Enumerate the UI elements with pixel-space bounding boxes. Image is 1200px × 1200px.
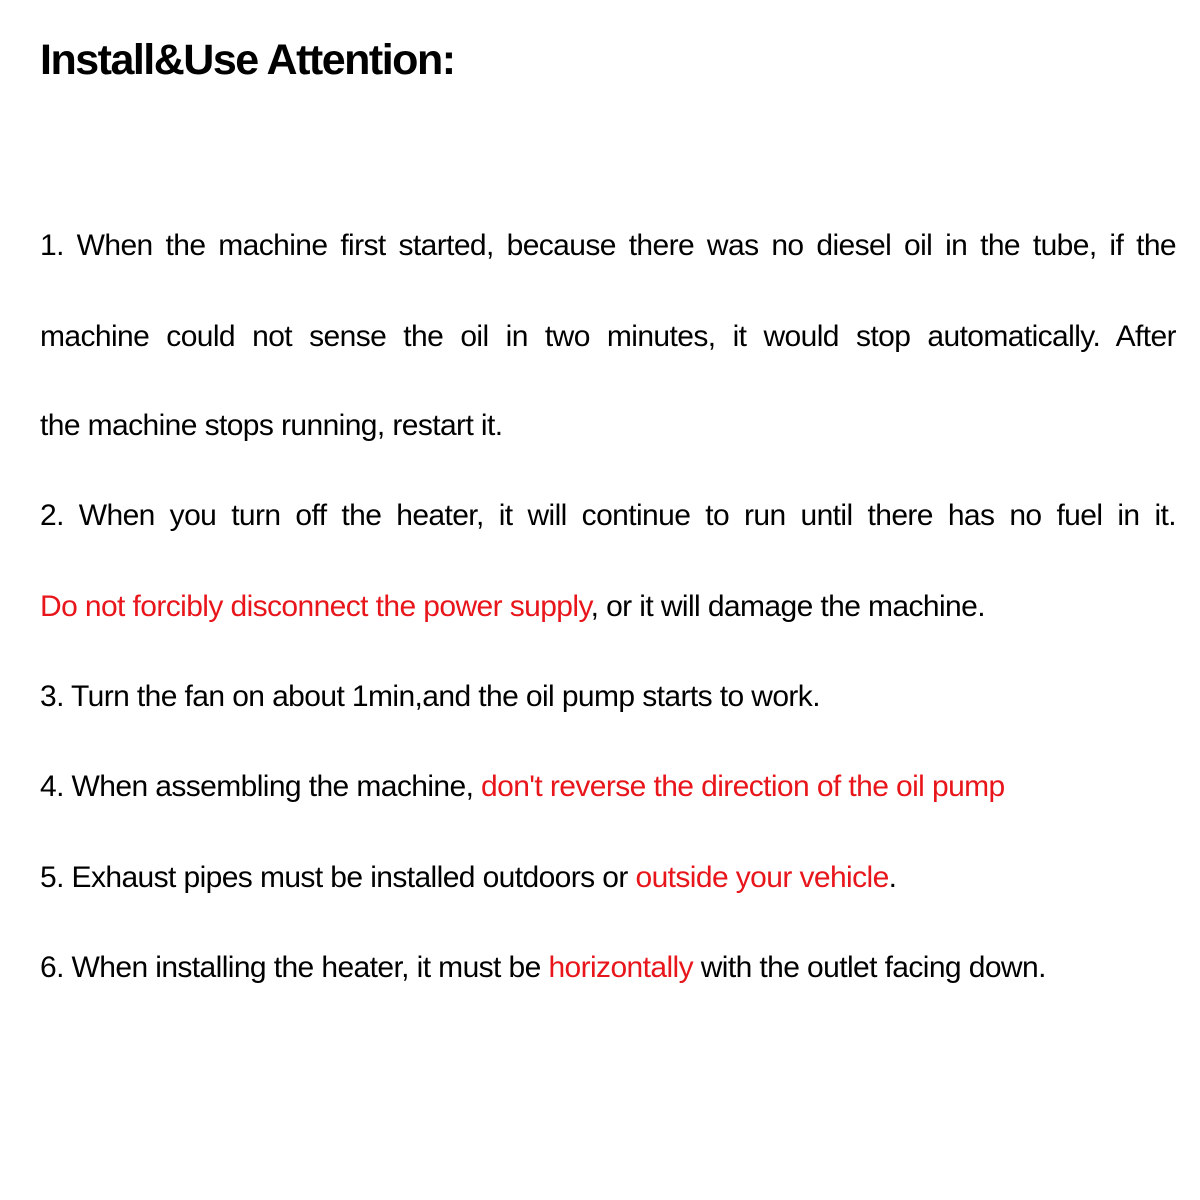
instruction-6-end: with the outlet facing down.	[692, 951, 1046, 984]
orientation-warning: horizontally	[548, 951, 693, 984]
instruction-4-text: 4. When assembling the machine,	[40, 770, 482, 803]
instruction-5-text: 5. Exhaust pipes must be installed outdoors or	[40, 861, 636, 894]
instruction-1-line-2: machine could not sense the oil in two minutes, it would stop automatically. After	[40, 320, 1176, 353]
instruction-1-line-3: the machine stops running, restart it.	[40, 409, 503, 442]
instruction-item-3: 3. Turn the fan on about 1min,and the oil pump starts to work.	[40, 680, 820, 713]
instruction-5-end: .	[888, 861, 897, 894]
instruction-2-line-1: 2. When you turn off the heater, it will continue to run until there has no fuel in it.	[40, 499, 1176, 532]
exhaust-location-warning: outside your vehicle	[635, 861, 889, 894]
instruction-6-text: 6. When installing the heater, it must be	[40, 951, 549, 984]
page-title: Install&Use Attention:	[40, 36, 455, 84]
instruction-item-5	[40, 858, 896, 898]
instruction-item-4	[40, 767, 1005, 807]
instruction-item-6	[40, 948, 1046, 988]
power-warning: Do not forcibly disconnect the power supply	[40, 590, 591, 623]
pump-direction-warning: don't reverse the direction of the oil pump	[481, 770, 1005, 803]
instruction-2-line-2	[40, 587, 985, 627]
instruction-1-line-1: 1. When the machine first started, because there was no diesel oil in the tube, if the	[40, 229, 1176, 262]
power-warning-consequence: , or it will damage the machine.	[590, 590, 985, 623]
